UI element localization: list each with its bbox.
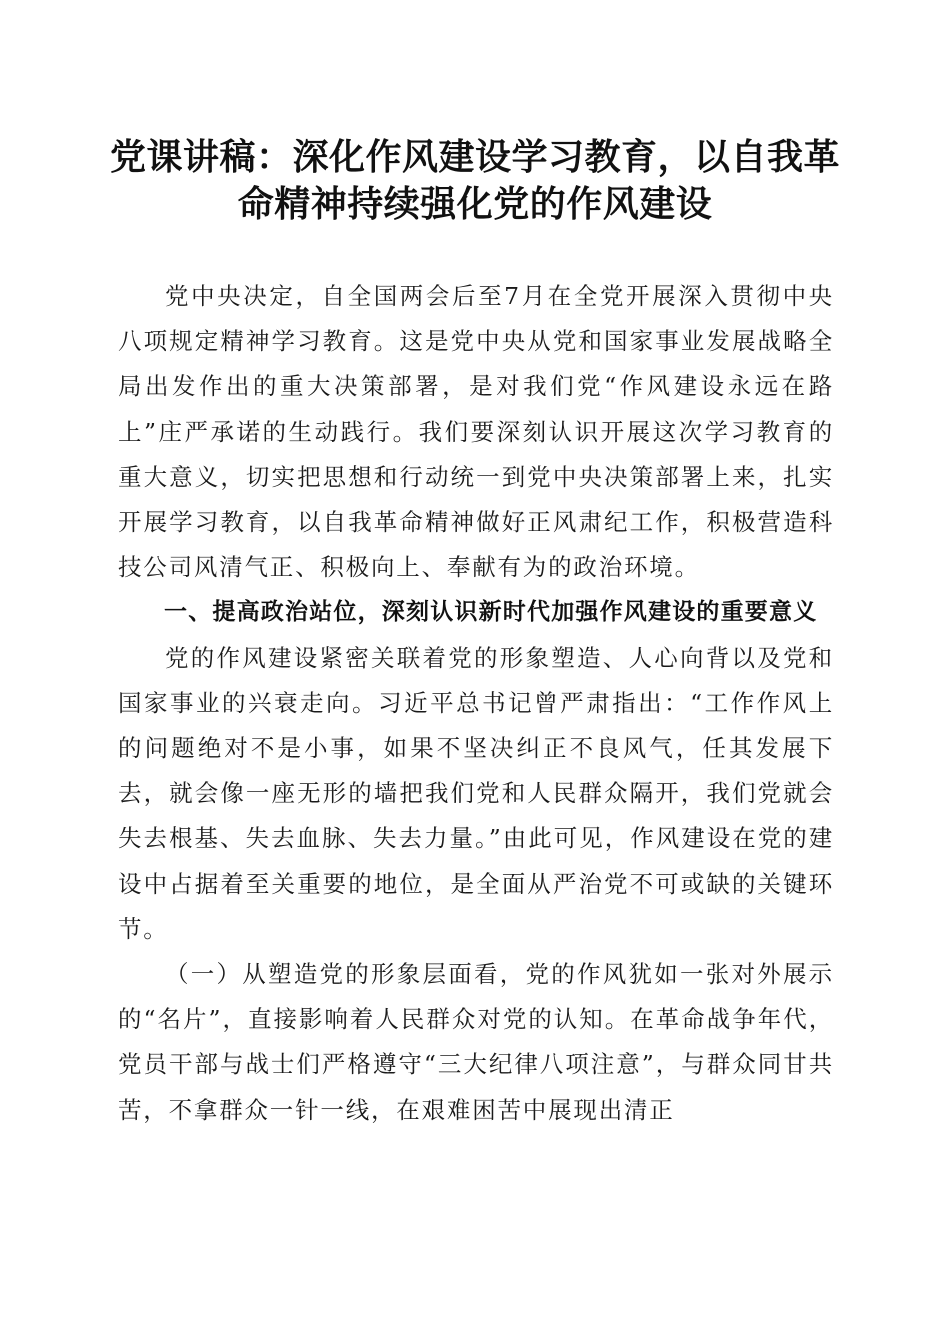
intro-paragraph: 党中央决定，自全国两会后至7月在全党开展深入贯彻中央八项规定精神学习教育。这是党中央从党和国家事业发展战略全局出发作出的重大决策部署，是对我们党“作风建设永远在路上”庄严承诺的生动践行。我们要深刻认识开展这次学习教育的重大意义，切实把思想和行动统一到党中央决策部署上来，扎实开展学习教育，以自我革命精神做好正风肃纪工作，积极营造科技公司风清气正、积极向上、奉献有为的政治环境。 bbox=[118, 282, 834, 582]
document-body bbox=[118, 274, 834, 1133]
document-title: 党课讲稿：深化作风建设学习教育，以自我革命精神持续强化党的作风建设 bbox=[109, 136, 840, 225]
section-1-paragraph: 党的作风建设紧密关联着党的形象塑造、人心向背以及党和国家事业的兴衰走向。习近平总书记曾严肃指出：“工作作风上的问题绝对不是小事，如果不坚决纠正不良风气，任其发展下去，就会像一座无形的墙把我们党和人民群众隔开，我们党就会失去根基、失去血脉、失去力量。”由此可见，作风建设在党的建设中占据着至关重要的地位，是全面从严治党不可或缺的关键环节。 bbox=[118, 643, 834, 943]
section-heading-1: 一、提高政治站位，深刻认识新时代加强作风建设的重要意义 bbox=[164, 599, 818, 626]
subsection-1-paragraph: （一）从塑造党的形象层面看，党的作风犹如一张对外展示的“名片”，直接影响着人民群众对党的认知。在革命战争年代，党员干部与战士们严格遵守“三大纪律八项注意”，与群众同甘共苦，不拿群众一针一线，在艰难困苦中展现出清正 bbox=[118, 960, 834, 1124]
